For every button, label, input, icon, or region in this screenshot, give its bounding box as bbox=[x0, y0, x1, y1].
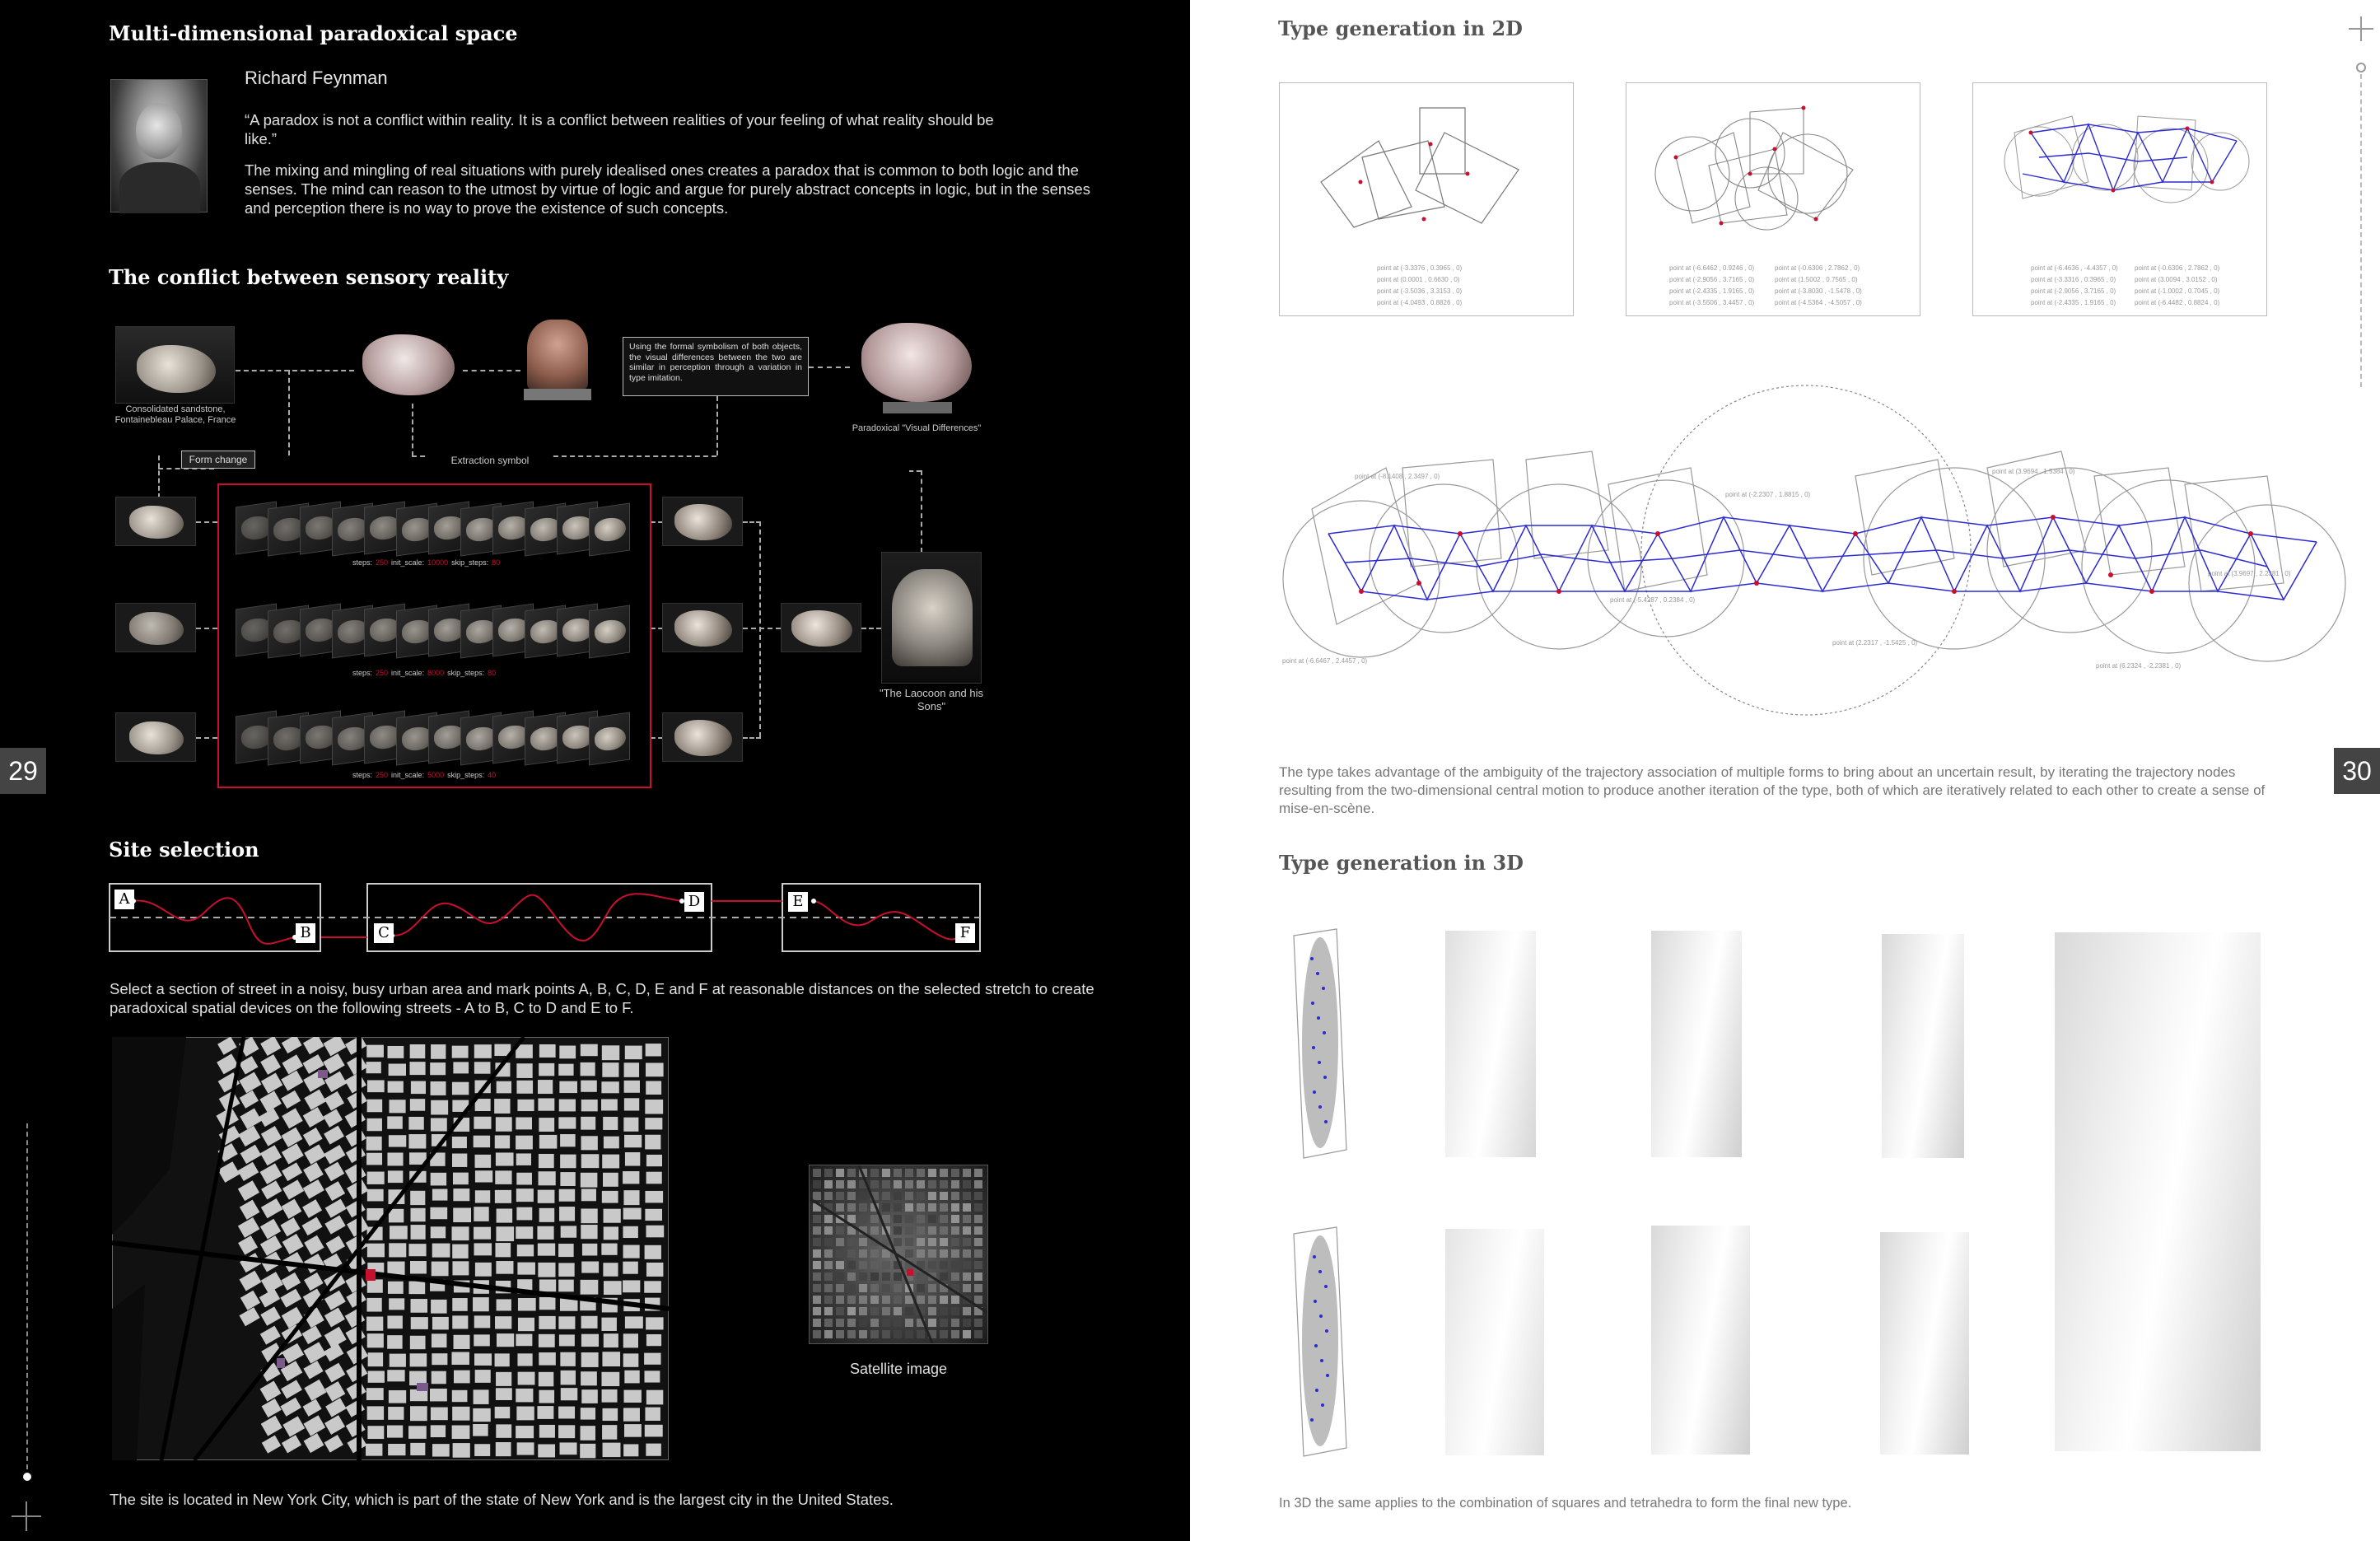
sequence-frame bbox=[589, 605, 630, 658]
input-rock-2 bbox=[115, 603, 196, 652]
sequence-frame bbox=[589, 712, 630, 765]
note-text: Using the formal symbolism of both objects, the visual differences between the two are similar in perception through a variation in type imitation. bbox=[629, 342, 802, 383]
param-scale: 10000 bbox=[427, 558, 449, 567]
param-steps-label: steps: bbox=[352, 669, 373, 677]
type-2d-large-iteration bbox=[1279, 344, 2380, 723]
param-scale-label: init_scale: bbox=[391, 669, 425, 677]
laocoon-statue bbox=[881, 552, 982, 684]
right-page bbox=[1190, 0, 2380, 1541]
route-diagram bbox=[105, 880, 987, 955]
caption-sandstone: Consolidated sandstone, Fontainebleau Palace, France bbox=[114, 404, 236, 425]
point-c-label: C bbox=[374, 923, 394, 943]
portrait-suit bbox=[119, 162, 200, 213]
large-label-1: point at (-8.1408 , 2.3497 , 0) bbox=[1355, 473, 1440, 480]
laocoon-statue-small bbox=[520, 315, 595, 407]
point-b-label: B bbox=[296, 923, 315, 943]
feynman-quote: “A paradox is not a conflict within reality. It is a conflict between realities of your feeling of what reality should be like.” bbox=[245, 111, 994, 147]
page-number-right: 30 bbox=[2334, 748, 2380, 794]
caption-laocoon: "The Laocoon and his Sons" bbox=[879, 687, 984, 712]
sequence-parameters bbox=[352, 558, 503, 567]
label-extraction: Extraction symbol bbox=[428, 455, 552, 466]
paradox-description: The mixing and mingling of real situations with purely idealised ones creates a paradox that is common to both logic and the senses. The mind can reason to the utmost by virtue of logic and argue for purely abstract concepts in logic, but in the senses and perception there is no way to prove the existence of such concepts. bbox=[245, 161, 1090, 217]
section-title-paradoxical-space: Multi-dimensional paradoxical space bbox=[109, 21, 518, 45]
param-steps: 250 bbox=[376, 558, 389, 567]
tetra-stack-form-1 bbox=[1445, 1229, 1544, 1455]
plus-icon-right-v bbox=[2360, 16, 2362, 41]
param-skip: 40 bbox=[488, 771, 497, 779]
param-skip-label: skip_steps: bbox=[447, 669, 485, 677]
feynman-portrait bbox=[110, 79, 208, 212]
large-label-2: point at (-2.2307 , 1.8815 , 0) bbox=[1725, 491, 1811, 498]
section-title-2d: Type generation in 2D bbox=[1278, 16, 1523, 40]
timeline-circle bbox=[2356, 63, 2366, 72]
paradoxical-render bbox=[850, 316, 983, 420]
output-rock-1 bbox=[662, 497, 743, 546]
sequence-frame bbox=[589, 502, 630, 556]
smoothed-form-1 bbox=[1882, 934, 1964, 1158]
large-label-5: point at (-6.6467 , 2.4457 , 0) bbox=[1282, 657, 1368, 665]
sandstone-photo bbox=[115, 326, 235, 404]
box2-point-list-b: point at (-0.6306 , 2.7862 , 0) point at (1.5002 , 0.7565 , 0) point at (-3.8030 , -1.5478 , 0) point at (-4.5364 , -4.5057 , 0) bbox=[1775, 264, 1862, 306]
label-form-change: Form change bbox=[181, 451, 255, 469]
param-steps-label: steps: bbox=[352, 771, 373, 779]
sequence-parameters bbox=[352, 771, 499, 779]
section-title-3d: Type generation in 3D bbox=[1279, 851, 1524, 875]
output-rock-3 bbox=[662, 712, 743, 762]
timeline-dot bbox=[23, 1473, 31, 1481]
page-number-left: 29 bbox=[0, 748, 46, 794]
satellite-image bbox=[809, 1165, 988, 1344]
input-rock-3 bbox=[115, 712, 196, 762]
large-label-4: point at (-5.4287 , 0.2384 , 0) bbox=[1610, 596, 1696, 604]
section-title-sensory-conflict: The conflict between sensory reality bbox=[109, 265, 509, 289]
param-skip: 80 bbox=[488, 669, 497, 677]
caption-paradoxical: Paradoxical "Visual Differences" bbox=[852, 423, 982, 433]
final-type-form bbox=[2055, 932, 2261, 1451]
note-box bbox=[623, 337, 809, 396]
person-name: Richard Feynman bbox=[245, 68, 388, 88]
plus-icon-left-v bbox=[26, 1501, 27, 1531]
merged-rock bbox=[781, 603, 861, 652]
type-2d-box-3 bbox=[1972, 82, 2267, 316]
nyc-street-map bbox=[112, 1037, 669, 1460]
box1-point-list: point at (-3.3376 , 0.3965 , 0) point at (0.0001 , 0.6630 , 0) point at (-3.5036 , 3.3153 , 0) point at (-4.0493 , 0.8826 , 0) bbox=[1377, 264, 1463, 306]
extracted-rock-render bbox=[354, 323, 461, 404]
param-scale-label: init_scale: bbox=[391, 771, 425, 779]
type-2d-description: The type takes advantage of the ambiguity of the trajectory association of multiple forms to bring about an uncertain result, by iterating the trajectory nodes resulting from the two-dimensional central motion to produce another iteration of the type, both of which are iteratively related to each other to create a sense of mise-en-scène. bbox=[1279, 764, 2266, 816]
ellipsoid-box-2 bbox=[1290, 1224, 1350, 1459]
smoothed-form-2 bbox=[1880, 1232, 1969, 1455]
caption-satellite: Satellite image bbox=[849, 1361, 948, 1377]
box3-point-list-b: point at (-0.6306 , 2.7862 , 0) point at (3.0094 , 3.0152 , 0) point at (-1.0002 , 0.7045 , 0) point at (-6.4482 , 0.8824 , 0) bbox=[2135, 264, 2220, 306]
point-f-label: F bbox=[955, 923, 975, 943]
output-rock-2 bbox=[662, 603, 743, 652]
param-skip: 80 bbox=[492, 558, 501, 567]
tetra-stack-form-2 bbox=[1651, 1226, 1750, 1455]
type-2d-box-2 bbox=[1626, 82, 1920, 316]
large-label-7: point at (6.2324 , -2.2381 , 0) bbox=[2096, 662, 2182, 670]
param-steps-label: steps: bbox=[352, 558, 373, 567]
section-title-site-selection: Site selection bbox=[109, 838, 259, 862]
param-steps: 250 bbox=[376, 771, 389, 779]
param-scale: 8000 bbox=[427, 669, 445, 677]
param-steps: 250 bbox=[376, 669, 389, 677]
sequence-parameters bbox=[352, 669, 499, 677]
cube-stack-form-2 bbox=[1651, 931, 1742, 1157]
large-label-3: point at (3.9694 , 1.5384 , 0) bbox=[1992, 468, 2075, 475]
point-e-label: E bbox=[788, 892, 808, 912]
param-skip-label: skip_steps: bbox=[447, 771, 485, 779]
type-3d-footer: In 3D the same applies to the combination of squares and tetrahedra to form the final new type. bbox=[1279, 1496, 1852, 1511]
param-scale: 5000 bbox=[427, 771, 445, 779]
box3-point-list-a: point at (-6.4636 , -4.4357 , 0) point at (-3.3316 , 0.3965 , 0) point at (-2.9056 , 3.7165 , 0) point at (-2.4335 , 1.9165 , 0) bbox=[2031, 264, 2118, 306]
large-label-6: point at (2.2317 , -1.5425 , 0) bbox=[1832, 639, 1918, 647]
param-scale-label: init_scale: bbox=[391, 558, 425, 567]
large-label-8: point at (3.9697 , 2.2381 , 0) bbox=[2208, 570, 2291, 577]
portrait-face bbox=[136, 103, 182, 159]
cube-stack-form-1 bbox=[1445, 931, 1536, 1157]
point-a-label: A bbox=[114, 890, 134, 909]
type-2d-box-1 bbox=[1279, 82, 1574, 316]
box2-point-list-a: point at (-6.6462 , 0.9246 , 0) point at (-2.9056 , 3.7165 , 0) point at (-2.4335 , 1.9165 , 0) point at (-3.5506 , 3.4457 , 0) bbox=[1669, 264, 1755, 306]
site-selection-description: Select a section of street in a noisy, busy urban area and mark points A, B, C, D, E and F at reasonable distances on the selected stretch to create paradoxical spatial devices on the following streets - A to B, C to D and E to F. bbox=[110, 980, 1094, 1016]
input-rock-1 bbox=[115, 497, 196, 546]
site-footer-text: The site is located in New York City, which is part of the state of New York and is the largest city in the United States. bbox=[110, 1491, 894, 1508]
point-d-label: D bbox=[684, 892, 704, 912]
ellipsoid-box-1 bbox=[1290, 926, 1350, 1160]
param-skip-label: skip_steps: bbox=[451, 558, 489, 567]
